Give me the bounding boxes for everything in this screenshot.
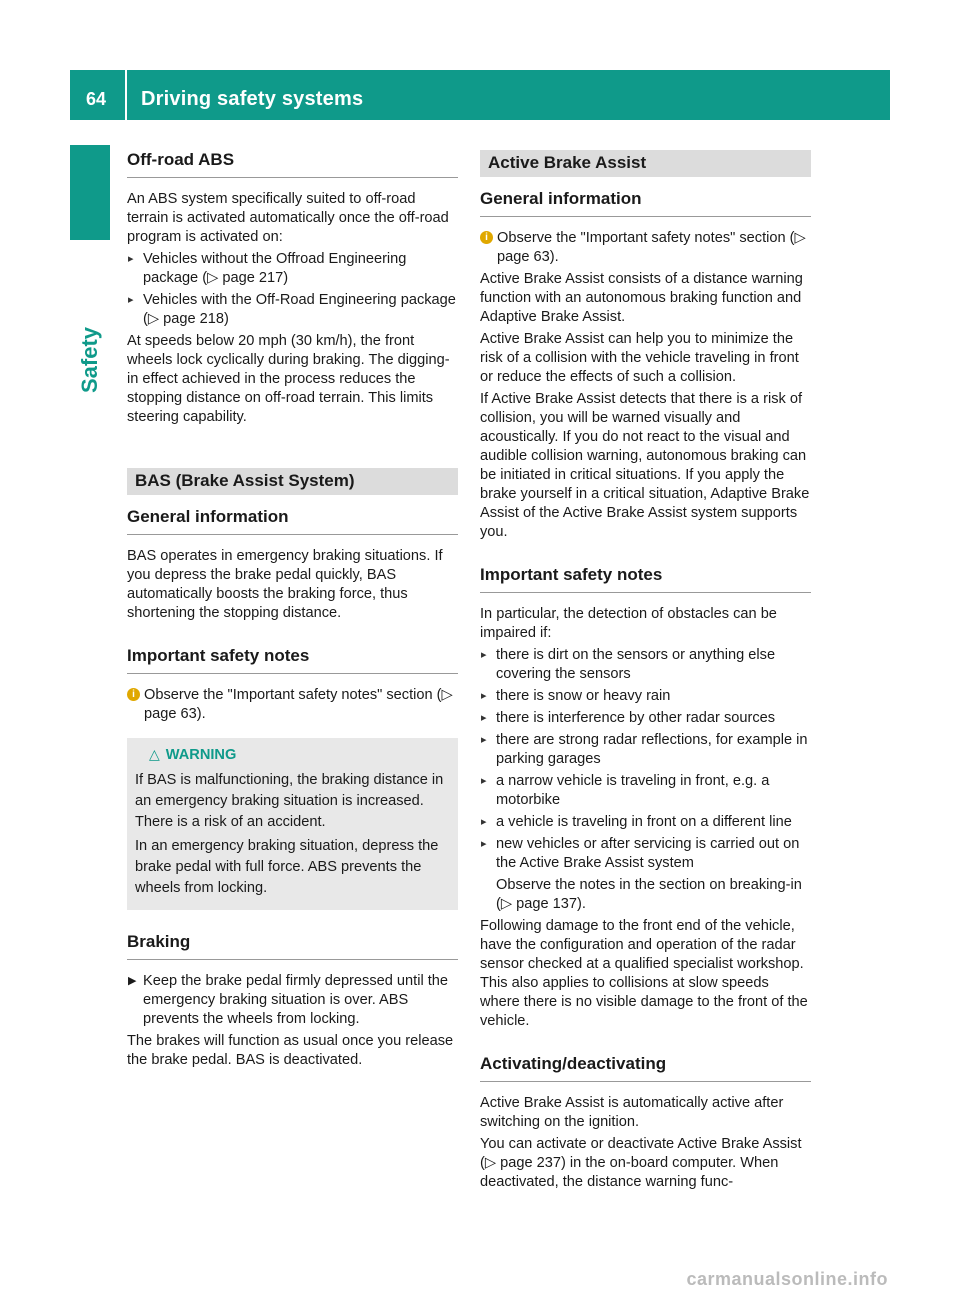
side-tab-block [70,145,110,240]
braking-step [127,972,458,1029]
info-icon: i [127,688,140,701]
activating-text-1: Active Brake Assist is automatically active after switching on the ignition. [480,1095,784,1130]
list-item: ▸ there is dirt on the sensors or anything else covering the sensors [480,646,811,684]
bas-section-heading: BAS (Brake Assist System) [127,468,458,495]
offroad-abs-heading: Off-road ABS [127,150,458,178]
aba-safety-list [480,646,811,914]
aba-general-text-2: Active Brake Assist can help you to minimize the risk of a collision with the vehicle traveling in front or reduce the effects of such a collision. [480,331,799,385]
bas-safety-info [127,686,458,724]
side-tab-label [70,320,110,400]
header-divider [125,70,127,120]
list-item: ▸ a narrow vehicle is traveling in front, e.g. a motorbike [480,772,811,810]
aba-general-text-3: If Active Brake Assist detects that there is a risk of collision, you will be warned visually and acoustically. If you do not react to the visual and audible collision warning, autonomous braking can be initiated in critical situations. If you apply the brake yourself in a critical situation, Adaptive Brake Assist of the Active Brake Assist system supports you. [480,391,810,540]
bas-general-body: BAS operates in emergency braking situations. If you depress the brake pedal quickly, BAS automatically boosts the braking force, thus shortening the stopping distance. [127,548,443,621]
bas-safety-heading: Important safety notes [127,646,458,674]
watermark: carmanualsonline.info [686,1269,888,1289]
bas-safety-info-text: Observe the "Important safety notes" section (▷ page 63). [144,687,453,722]
page-title: Driving safety systems [141,88,364,110]
list-item-note: Observe the notes in the section on breaking-in (▷ page 137). [496,877,802,912]
braking-heading: Braking [127,932,458,960]
list-item: ▸ there are strong radar reflections, for example in parking garages [480,731,811,769]
aba-safety-body: Following damage to the front end of the vehicle, have the configuration and operation of the radar sensor checked at a qualified specialist workshop. This also applies to collisions at slow speeds where there is no visible damage to the front of the vehicle. [480,918,808,1029]
aba-safety-heading: Important safety notes [480,565,811,593]
info-icon: i [480,231,493,244]
warning-text-1: If BAS is malfunctioning, the braking distance in an emergency braking situation is increased. There is a risk of an accident. [135,772,444,830]
aba-general-info-text: Observe the "Important safety notes" section (▷ page 63). [497,230,806,265]
offroad-list [127,250,458,329]
page-number: 64 [86,89,107,109]
offroad-intro: An ABS system specifically suited to off-road terrain is activated automatically once the off-road program is activated on: [127,191,449,245]
braking-body: The brakes will function as usual once you release the brake pedal. BAS is deactivated. [127,1033,454,1068]
activating-text-2: You can activate or deactivate Active Brake Assist (▷ page 237) in the on-board computer. When deactivated, the distance warning func- [480,1136,802,1190]
warning-box [127,738,458,910]
aba-general-info [480,229,811,267]
list-item: ▸ there is interference by other radar sources [480,709,811,728]
offroad-body: At speeds below 20 mph (30 km/h), the front wheels lock cyclically during braking. The digging-in effect achieved in the process reduces the stopping distance on off-road terrain. This limits steering capability. [127,333,450,425]
warning-triangle-icon: △ [149,746,160,762]
side-tab-text: Safety [77,326,102,394]
aba-safety-intro: In particular, the detection of obstacles can be impaired if: [480,606,777,641]
activating-heading: Activating/deactivating [480,1054,811,1082]
right-column [480,150,811,1195]
warning-header [149,744,450,766]
aba-section-heading: Active Brake Assist [480,150,811,177]
aba-general-heading: General information [480,189,811,217]
list-item: ▸ there is snow or heavy rain [480,687,811,706]
step-arrow-icon: ▶ [128,975,137,987]
braking-step-text: Keep the brake pedal firmly depressed until the emergency braking situation is over. ABS prevents the wheels from locking. [143,973,449,1027]
bas-general-heading: General information [127,507,458,535]
left-column [127,150,458,1073]
list-item: ▸ Vehicles without the Offroad Engineering package (▷ page 217) [127,250,458,288]
aba-general-text-1: Active Brake Assist consists of a distance warning function with an autonomous braking function and Adaptive Brake Assist. [480,271,803,325]
list-item: ▸ new vehicles or after servicing is carried out on the Active Brake Assist system [480,835,811,873]
list-item: ▸ a vehicle is traveling in front on a different line [480,813,811,832]
warning-text-2: In an emergency braking situation, depress the brake pedal with full force. ABS prevents the wheels from locking. [135,838,439,896]
warning-title: WARNING [165,747,237,763]
list-item: ▸ Vehicles with the Off-Road Engineering package (▷ page 218) [127,291,458,329]
